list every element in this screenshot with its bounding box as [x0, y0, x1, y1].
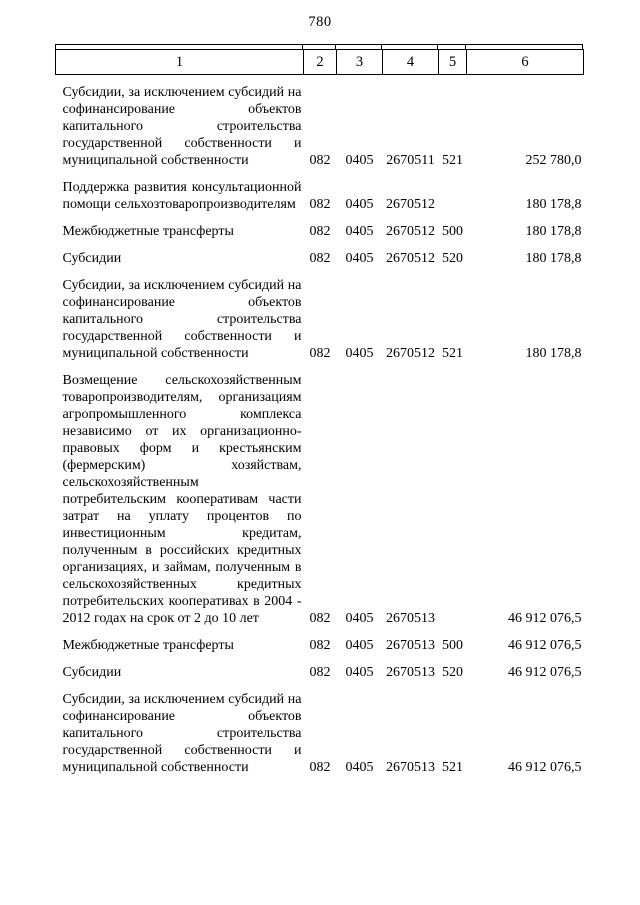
table-body — [56, 75, 584, 778]
column-divider-tick — [55, 45, 56, 50]
row-section-code: 0405 — [345, 611, 374, 626]
column-header-6: 6 — [467, 50, 584, 75]
row-description: Субсидии, за исключением субсидий на софинансирование объектов капитального строительства государственной собственности и муниципальной собственности — [62, 85, 302, 168]
table-row — [56, 170, 584, 214]
row-target-article-code: 2670511 — [386, 153, 435, 168]
column-divider-tick — [582, 45, 583, 50]
table-row — [56, 268, 584, 363]
column-divider-tick — [437, 45, 438, 50]
row-amount: 46 912 076,5 — [508, 638, 582, 653]
row-target-article-code: 2670513 — [386, 665, 435, 680]
row-target-article-code: 2670512 — [386, 224, 435, 239]
row-section-code: 0405 — [345, 760, 374, 775]
row-description: Субсидии — [62, 251, 122, 266]
row-grbs-code: 082 — [309, 611, 331, 626]
row-amount: 46 912 076,5 — [508, 665, 582, 680]
row-target-article-code: 2670513 — [386, 638, 435, 653]
page-number: 780 — [308, 14, 332, 30]
row-section-code: 0405 — [345, 251, 374, 266]
row-amount: 180 178,8 — [525, 251, 582, 266]
column-header-5: 5 — [439, 50, 467, 75]
row-description: Межбюджетные трансферты — [62, 638, 234, 653]
table-row — [56, 655, 584, 682]
row-section-code: 0405 — [345, 224, 374, 239]
row-grbs-code: 082 — [309, 251, 331, 266]
column-divider-tick — [381, 45, 382, 50]
budget-allocations-table — [55, 49, 584, 777]
row-section-code: 0405 — [345, 638, 374, 653]
row-target-article-code: 2670512 — [386, 346, 435, 361]
row-expense-type-code: 500 — [442, 224, 463, 239]
row-grbs-code: 082 — [309, 346, 331, 361]
table-row — [56, 682, 584, 777]
row-description: Субсидии, за исключением субсидий на софинансирование объектов капитального строительства государственной собственности и муниципальной собственности — [62, 278, 302, 361]
row-target-article-code: 2670512 — [386, 197, 435, 212]
row-expense-type-code: 520 — [442, 665, 463, 680]
column-header-4: 4 — [383, 50, 439, 75]
row-grbs-code: 082 — [309, 197, 331, 212]
row-section-code: 0405 — [345, 346, 374, 361]
row-section-code: 0405 — [345, 197, 374, 212]
row-amount: 252 780,0 — [525, 153, 582, 168]
table-row — [56, 75, 584, 171]
table-top-rule — [55, 44, 583, 49]
row-amount: 180 178,8 — [525, 197, 582, 212]
row-grbs-code: 082 — [309, 153, 331, 168]
row-grbs-code: 082 — [309, 665, 331, 680]
row-section-code: 0405 — [345, 665, 374, 680]
row-expense-type-code — [439, 170, 467, 214]
row-expense-type-code — [439, 363, 467, 628]
row-amount: 46 912 076,5 — [508, 760, 582, 775]
table-row — [56, 363, 584, 628]
row-expense-type-code: 500 — [442, 638, 463, 653]
row-description: Субсидии, за исключением субсидий на софинансирование объектов капитального строительства государственной собственности и муниципальной собственности — [62, 692, 302, 775]
row-expense-type-code: 521 — [442, 346, 463, 361]
row-section-code: 0405 — [345, 153, 374, 168]
column-header-1: 1 — [56, 50, 304, 75]
row-grbs-code: 082 — [309, 638, 331, 653]
row-target-article-code: 2670513 — [386, 760, 435, 775]
column-divider-tick — [302, 45, 303, 50]
row-amount: 180 178,8 — [525, 346, 582, 361]
column-header-3: 3 — [337, 50, 383, 75]
row-amount: 180 178,8 — [525, 224, 582, 239]
row-target-article-code: 2670512 — [386, 251, 435, 266]
column-divider-tick — [465, 45, 466, 50]
row-description: Межбюджетные трансферты — [62, 224, 234, 239]
column-header-2: 2 — [304, 50, 337, 75]
table-header-row — [56, 50, 584, 75]
row-expense-type-code: 520 — [442, 251, 463, 266]
row-description: Поддержка развития консультационной помощи сельхозтоваропроизводителям — [62, 180, 302, 212]
row-grbs-code: 082 — [309, 224, 331, 239]
row-expense-type-code: 521 — [442, 760, 463, 775]
row-target-article-code: 2670513 — [386, 611, 435, 626]
table-row — [56, 214, 584, 241]
table-row — [56, 628, 584, 655]
budget-table — [55, 44, 583, 777]
row-grbs-code: 082 — [309, 760, 331, 775]
row-expense-type-code: 521 — [442, 153, 463, 168]
row-description: Субсидии — [62, 665, 122, 680]
row-amount: 46 912 076,5 — [508, 611, 582, 626]
row-description: Возмещение сельскохозяйственным товаропроизводителям, организациям агропромышленного комплекса независимо от их организационно-правовых форм и крестьянским (фермерским) хозяйствам, сельскохозяйственным потребительским кооперативам части затрат на уплату процентов по инвестиционным кредитам, полученным в российских кредитных организациях, и займам, полученным в сельскохозяйственных кредитных потребительских кооперативах в 2004 - 2012 годах на срок от 2 до 10 лет — [62, 373, 302, 626]
column-divider-tick — [335, 45, 336, 50]
table-row — [56, 241, 584, 268]
